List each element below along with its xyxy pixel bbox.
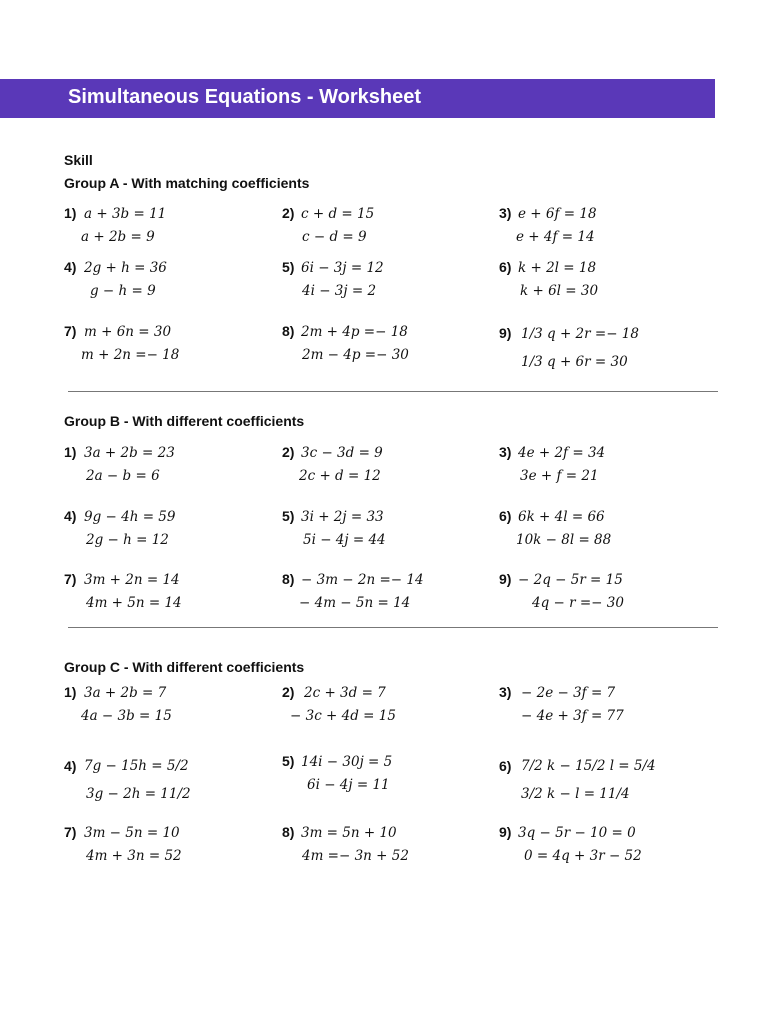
equation-2: 4m + 5n = 14 [86, 595, 182, 611]
equation-2: 2g − h = 12 [86, 532, 169, 548]
group-c-title: Group C - With different coefficients [64, 659, 305, 675]
equation-1: 14i − 30j = 5 [301, 754, 393, 770]
equation-1: − 2q − 5r = 15 [518, 572, 623, 588]
equation-2: 4m =− 3n + 52 [302, 848, 409, 864]
problem-number: 6) [499, 508, 512, 524]
equation-2: g − h = 9 [90, 283, 156, 299]
equation-2: 0 = 4q + 3r − 52 [524, 848, 642, 864]
problem-number: 8) [282, 323, 295, 339]
equation-2: 3e + f = 21 [520, 468, 599, 484]
problem-number: 5) [282, 508, 295, 524]
problem-number: 2) [282, 444, 295, 460]
problem-number: 7) [64, 824, 77, 840]
problem-number: 8) [282, 824, 295, 840]
equation-2: − 4m − 5n = 14 [299, 595, 411, 611]
problem-number: 8) [282, 571, 295, 587]
equation-2: 5i − 4j = 44 [303, 532, 386, 548]
equation-1: 3c − 3d = 9 [301, 445, 383, 461]
group-a-title: Group A - With matching coefficients [64, 175, 310, 191]
equation-1: 2c + 3d = 7 [304, 685, 386, 701]
worksheet-title: Simultaneous Equations - Worksheet [68, 86, 422, 108]
equation-2: 4a − 3b = 15 [81, 708, 172, 724]
equation-2: 2m − 4p =− 30 [302, 347, 409, 363]
problem-number: 9) [499, 325, 512, 341]
section-divider [68, 391, 718, 392]
equation-2: 3/2 k − l = 11/4 [521, 786, 630, 802]
problem-number: 6) [499, 758, 512, 774]
equation-2: 3g − 2h = 11/2 [86, 786, 191, 802]
equation-1: − 2e − 3f = 7 [521, 685, 616, 701]
equation-1: 7/2 k − 15/2 l = 5/4 [521, 758, 656, 774]
equation-1: 3a + 2b = 7 [84, 685, 167, 701]
equation-1: − 3m − 2n =− 14 [301, 572, 424, 588]
problem-number: 6) [499, 259, 512, 275]
problem-number: 3) [499, 444, 512, 460]
equation-2: 4i − 3j = 2 [302, 283, 377, 299]
equation-1: 3q − 5r − 10 = 0 [518, 825, 636, 841]
equation-1: a + 3b = 11 [84, 206, 167, 222]
equation-1: 6i − 3j = 12 [301, 260, 384, 276]
equation-2: 1/3 q + 6r = 30 [521, 354, 628, 370]
equation-1: c + d = 15 [301, 206, 375, 222]
equation-2: 4m + 3n = 52 [86, 848, 182, 864]
problem-number: 7) [64, 571, 77, 587]
equation-2: 6i − 4j = 11 [307, 777, 390, 793]
equation-2: c − d = 9 [302, 229, 367, 245]
problem-number: 3) [499, 205, 512, 221]
problem-number: 5) [282, 753, 295, 769]
equation-1: 9g − 4h = 59 [84, 509, 176, 525]
skill-label: Skill [64, 152, 93, 168]
equation-1: 1/3 q + 2r =− 18 [521, 326, 639, 342]
equation-1: 4e + 2f = 34 [518, 445, 606, 461]
problem-number: 4) [64, 508, 77, 524]
equation-2: e + 4f = 14 [516, 229, 595, 245]
equation-2: − 4e + 3f = 77 [521, 708, 624, 724]
problem-number: 9) [499, 824, 512, 840]
problem-number: 5) [282, 259, 295, 275]
equation-1: 3m − 5n = 10 [84, 825, 180, 841]
problem-number: 4) [64, 758, 77, 774]
equation-1: m + 6n = 30 [84, 324, 172, 340]
equation-2: 4q − r =− 30 [532, 595, 624, 611]
equation-1: 7g − 15h = 5/2 [84, 758, 189, 774]
equation-1: 3m + 2n = 14 [84, 572, 180, 588]
equation-2: k + 6l = 30 [520, 283, 599, 299]
equation-1: k + 2l = 18 [518, 260, 597, 276]
equation-2: 10k − 8l = 88 [516, 532, 612, 548]
equation-1: 3i + 2j = 33 [301, 509, 384, 525]
problem-number: 2) [282, 684, 295, 700]
equation-2: m + 2n =− 18 [81, 347, 180, 363]
equation-1: 2m + 4p =− 18 [301, 324, 408, 340]
title-banner [0, 79, 715, 118]
section-divider [68, 627, 718, 628]
equation-1: 6k + 4l = 66 [518, 509, 605, 525]
problem-number: 1) [64, 205, 77, 221]
equation-1: e + 6f = 18 [518, 206, 597, 222]
equation-1: 2g + h = 36 [84, 260, 167, 276]
problem-number: 4) [64, 259, 77, 275]
problem-number: 2) [282, 205, 295, 221]
equation-2: − 3c + 4d = 15 [290, 708, 396, 724]
equation-1: 3a + 2b = 23 [84, 445, 175, 461]
problem-number: 3) [499, 684, 512, 700]
equation-2: 2a − b = 6 [86, 468, 160, 484]
group-b-title: Group B - With different coefficients [64, 413, 305, 429]
equation-1: 3m = 5n + 10 [301, 825, 397, 841]
problem-number: 1) [64, 684, 77, 700]
equation-2: a + 2b = 9 [81, 229, 155, 245]
problem-number: 7) [64, 323, 77, 339]
equation-2: 2c + d = 12 [299, 468, 381, 484]
problem-number: 9) [499, 571, 512, 587]
problem-number: 1) [64, 444, 77, 460]
